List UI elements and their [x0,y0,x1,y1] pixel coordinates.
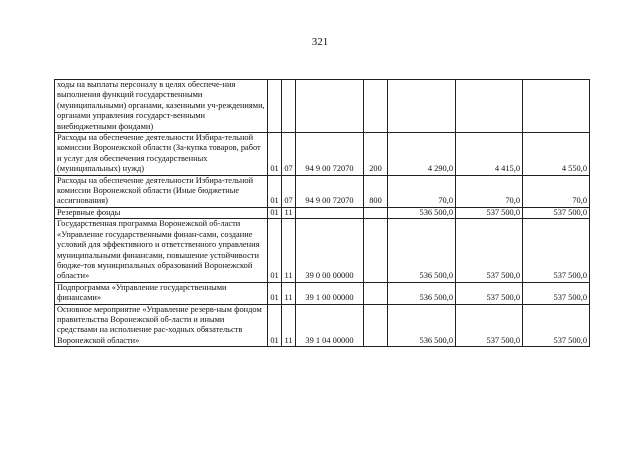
section-code-cell: 01 [268,175,282,207]
subsection-code-cell: 07 [282,133,296,176]
target-article-cell [296,80,364,133]
amount-year1-cell: 536 500,0 [388,207,456,218]
amount-year3-cell: 537 500,0 [523,282,590,304]
amount-year2-cell: 70,0 [456,175,523,207]
table-row [55,219,590,282]
budget-table [54,79,590,347]
row-name-cell: Расходы на обеспечение деятельности Избира-тельной комиссии Воронежской области (Иные бюджетные ассигнования) [55,175,268,207]
row-name-cell: Основное мероприятие «Управление резерв-ным фондом правительства Воронежской об-ласти и иными средствами на исполнение рас-ходных обязательств Воронежской области» [55,304,268,347]
target-article-cell [296,207,364,218]
amount-year3-cell: 70,0 [523,175,590,207]
table-row [55,304,590,347]
page-number: 321 [311,36,329,48]
table-body [55,80,590,347]
target-article-cell: 39 0 00 00000 [296,219,364,282]
expense-type-cell [364,304,388,347]
amount-year3-cell [523,80,590,133]
row-name-cell: ходы на выплаты персоналу в целях обеспече-ния выполнения функций государственными (муниципальными) органами, казенными уч-реждениями, органами управления государст-венными внебюджетными фондами) [55,80,268,133]
section-code-cell: 01 [268,133,282,176]
amount-year1-cell [388,80,456,133]
subsection-code-cell: 11 [282,219,296,282]
amount-year1-cell: 4 290,0 [388,133,456,176]
table-row [55,207,590,218]
subsection-code-cell: 11 [282,207,296,218]
table-row [55,80,590,133]
subsection-code-cell: 11 [282,282,296,304]
amount-year3-cell: 537 500,0 [523,219,590,282]
amount-year2-cell [456,80,523,133]
amount-year2-cell: 537 500,0 [456,219,523,282]
expense-type-cell [364,80,388,133]
expense-type-cell [364,207,388,218]
target-article-cell: 94 9 00 72070 [296,175,364,207]
expense-type-cell [364,219,388,282]
amount-year1-cell: 70,0 [388,175,456,207]
amount-year3-cell: 537 500,0 [523,207,590,218]
section-code-cell: 01 [268,282,282,304]
section-code-cell: 01 [268,219,282,282]
table-row [55,282,590,304]
section-code-cell [268,80,282,133]
target-article-cell: 39 1 04 00000 [296,304,364,347]
expense-type-cell [364,282,388,304]
amount-year1-cell: 536 500,0 [388,304,456,347]
subsection-code-cell: 11 [282,304,296,347]
amount-year3-cell: 4 550,0 [523,133,590,176]
table-row [55,175,590,207]
row-name-cell: Расходы на обеспечение деятельности Избира-тельной комиссии Воронежской области (За-купка товаров, работ и услуг для обеспечения государственных (муниципальных) нужд) [55,133,268,176]
row-name-cell: Подпрограмма «Управление государственными финансами» [55,282,268,304]
subsection-code-cell [282,80,296,133]
amount-year2-cell: 537 500,0 [456,304,523,347]
expense-type-cell: 800 [364,175,388,207]
target-article-cell: 39 1 00 00000 [296,282,364,304]
section-code-cell: 01 [268,304,282,347]
section-code-cell: 01 [268,207,282,218]
target-article-cell: 94 9 00 72070 [296,133,364,176]
amount-year2-cell: 537 500,0 [456,282,523,304]
amount-year3-cell: 537 500,0 [523,304,590,347]
amount-year1-cell: 536 500,0 [388,282,456,304]
table-row [55,133,590,176]
row-name-cell: Государственная программа Воронежской об-ласти «Управление государственными финан-сами, создание условий для эффективного и ответственного управления муниципальными финансами, повышение устойчивости бюдже-тов муниципальных образований Воронежской области» [55,219,268,282]
amount-year1-cell: 536 500,0 [388,219,456,282]
amount-year2-cell: 4 415,0 [456,133,523,176]
row-name-cell: Резервные фонды [55,207,268,218]
expense-type-cell: 200 [364,133,388,176]
amount-year2-cell: 537 500,0 [456,207,523,218]
subsection-code-cell: 07 [282,175,296,207]
